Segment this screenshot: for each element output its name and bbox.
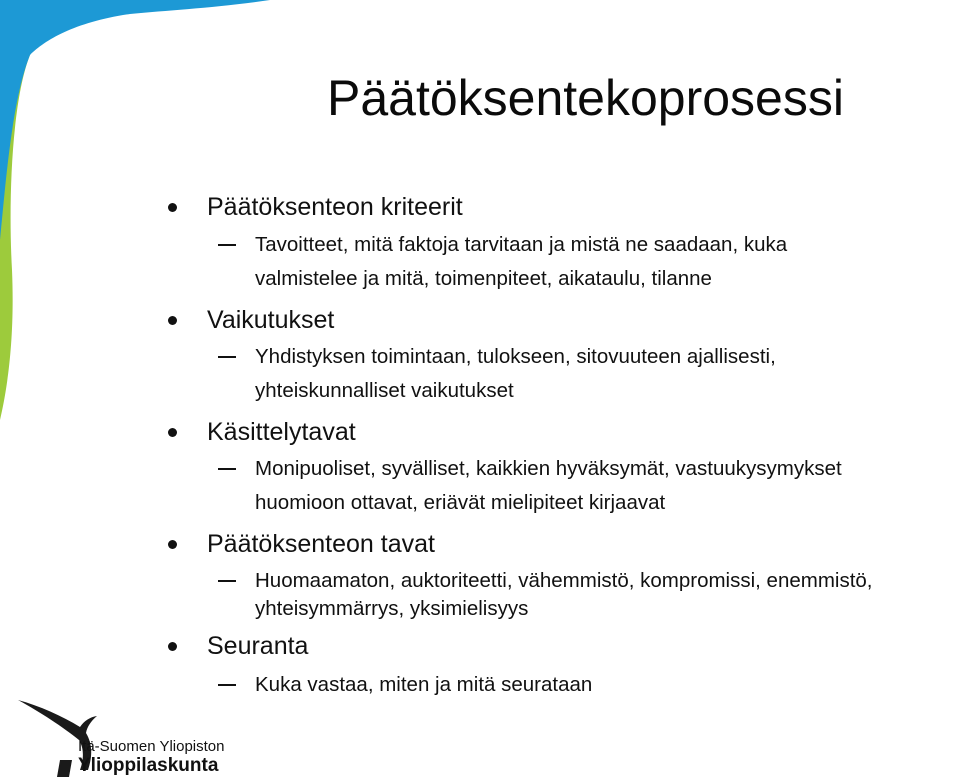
bullet-heading: Päätöksenteon tavat [207, 530, 435, 558]
bullet-detail: Yhdistyksen toimintaan, tulokseen, sitovuuteen ajallisesti, [255, 345, 776, 368]
dash-icon [218, 580, 236, 582]
bullet-heading: Seuranta [207, 632, 309, 660]
bullet-heading: Vaikutukset [207, 306, 335, 334]
bullet-icon [168, 540, 177, 549]
bullet-icon [168, 203, 177, 212]
bullet-detail: Kuka vastaa, miten ja mitä seurataan [255, 673, 593, 696]
logo-line-2: Ylioppilaskunta [78, 755, 219, 776]
bullet-detail: Tavoitteet, mitä faktoja tarvitaan ja mistä ne saadaan, kuka [255, 233, 788, 256]
bullet-detail: Huomaamaton, auktoriteetti, vähemmistö, kompromissi, enemmistö, [255, 569, 873, 592]
bullet-detail: yhteiskunnalliset vaikutukset [255, 379, 514, 402]
bullet-icon [168, 316, 177, 325]
bullet-icon [168, 428, 177, 437]
bullet-heading: Käsittelytavat [207, 418, 356, 446]
bullet-detail: yhteisymmärrys, yksimielisyys [255, 597, 529, 620]
dash-icon [218, 244, 236, 246]
bullet-detail: huomioon ottavat, eriävät mielipiteet kirjaavat [255, 491, 666, 514]
dash-icon [218, 356, 236, 358]
dash-icon [218, 468, 236, 470]
dash-icon [218, 684, 236, 686]
bullet-detail: valmistelee ja mitä, toimenpiteet, aikataulu, tilanne [255, 267, 712, 290]
bullet-heading: Päätöksenteon kriteerit [207, 193, 463, 221]
bullet-detail: Monipuoliset, syvälliset, kaikkien hyväksymät, vastuukysymykset [255, 457, 842, 480]
slide-title: Päätöksentekoprosessi [327, 70, 844, 126]
logo-line-1: Itä-Suomen Yliopiston [78, 738, 225, 755]
bullet-icon [168, 642, 177, 651]
